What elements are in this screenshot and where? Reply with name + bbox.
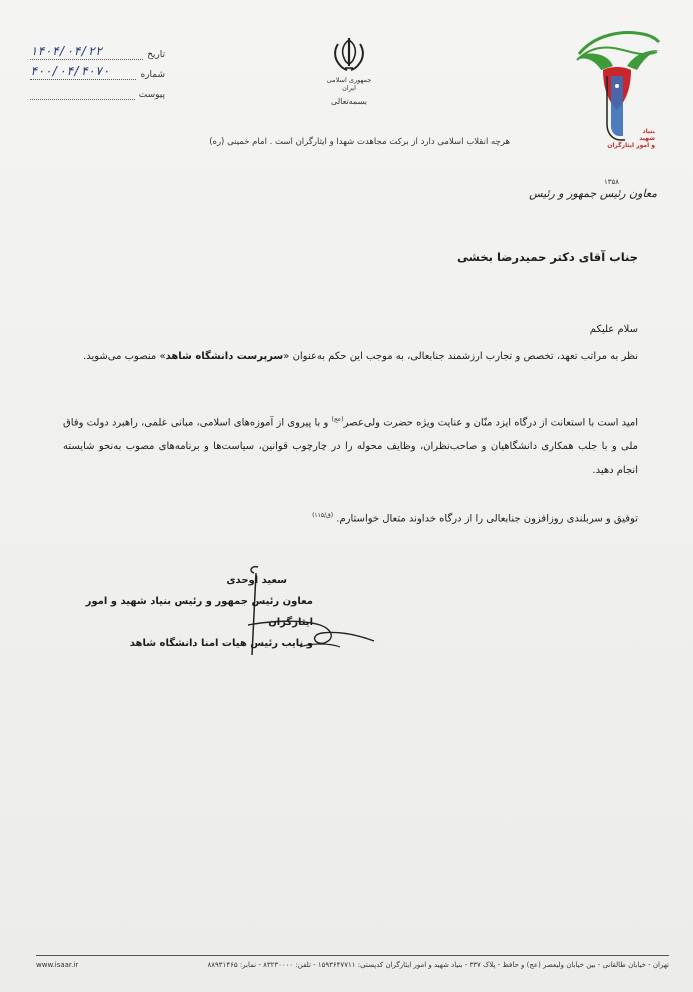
iran-emblem-icon: [332, 36, 366, 74]
number-line: [30, 64, 136, 80]
paragraph-wishes: [63, 408, 638, 483]
logo-org-text: [607, 128, 655, 149]
para3-reference: (ق/۱۱۵): [312, 512, 334, 519]
appointment-position: سرپرست دانشگاه شاهد: [165, 351, 284, 362]
signature-block: [73, 570, 313, 654]
signatory-title-2: و نایب رئیس هیات امنا دانشگاه شاهد: [129, 638, 313, 649]
paragraph-appointment: [63, 345, 638, 369]
signatory-name: سعید اوحدی: [226, 575, 287, 586]
date-value: ۱۴۰۴/۰۴/۲۲: [30, 44, 103, 58]
number-label: شماره: [140, 70, 165, 80]
footer-address: تهران - خیابان طالقانی - بین خیابان ولیعصر (عج) و حافظ - پلاک ۳۳۷ - بنیاد شهید و امور ایثارگران کدپستی: ۱۵۹۳۶۴۷۷۱۱ - تلفن: ۸۳۲۳۰۰۰۰ - نمابر: ۸۸۹۳۱۴۶۵: [207, 961, 669, 969]
signatory-title-1: معاون رئیس جمهور و رئیس بنیاد شهید و امور ایثارگران: [85, 596, 313, 628]
footer-website[interactable]: www.isaar.ir: [36, 961, 79, 969]
attachment-row: [30, 80, 165, 100]
greeting: سلام علیکم: [589, 324, 638, 335]
logo-org-line3: و امور ایثارگران: [607, 142, 655, 149]
para3-text: توفیق و سربلندی روزافزون جنابعالی را از درگاه خداوند متعال خواستارم.: [336, 513, 638, 525]
para2-text-end: و با پیروی از آموزه‌های اسلامی، مبانی علمی، راهبرد دولت وفاق ملی و با جلب همکاری دانشگاهیان و صاحب‌نظران، وظایف محوله را در چارچوب قوانین، سیاست‌ها و برنامه‌های مصوب به‌نحو شایسته انجام دهید.: [63, 417, 638, 477]
iran-emblem: [319, 36, 379, 116]
logo-signature-text: معاون رئیس جمهور و رئیس: [529, 187, 657, 200]
para1-text-start: نظر به مراتب تعهد، تخصص و تجارب ارزشمند جنابعالی، به موجب این حکم به‌عنوان «: [283, 351, 638, 362]
para2-honorific: (عج): [331, 416, 344, 423]
logo-org-line1: بنیاد: [642, 128, 655, 135]
header-quote: هرچه انقلاب اسلامی دارد از برکت مجاهدت شهدا و ایثارگران است . امام خمینی (ره): [209, 137, 510, 147]
foundation-logo: [529, 26, 663, 200]
number-row: [30, 60, 165, 80]
attachment-label: پیوست: [138, 90, 165, 100]
date-line: [30, 44, 143, 60]
paragraph-closing: [63, 504, 638, 531]
attachment-line: [30, 87, 135, 100]
letter-meta: [30, 40, 165, 100]
number-value: ۴۰۰/۰۴/۴۰۷۰: [30, 64, 110, 78]
footer-divider: [36, 955, 669, 956]
logo-org-line2: شهید: [639, 135, 655, 142]
date-label: تاریخ: [147, 50, 165, 60]
bismillah: بسمه‌تعالی: [331, 97, 367, 106]
date-row: [30, 40, 165, 60]
emblem-caption: جمهوری اسلامی ایران: [326, 76, 372, 92]
recipient-line: جناب آقای دکتر حمیدرضا بخشی: [457, 250, 638, 264]
para1-text-end: » منصوب می‌شوید.: [83, 351, 166, 362]
para2-text-start: امید است با استعانت از درگاه ایزد منّان و عنایت ویژه حضرت ولی‌عصر: [343, 417, 639, 429]
logo-year: ۱۳۵۸: [603, 178, 619, 186]
